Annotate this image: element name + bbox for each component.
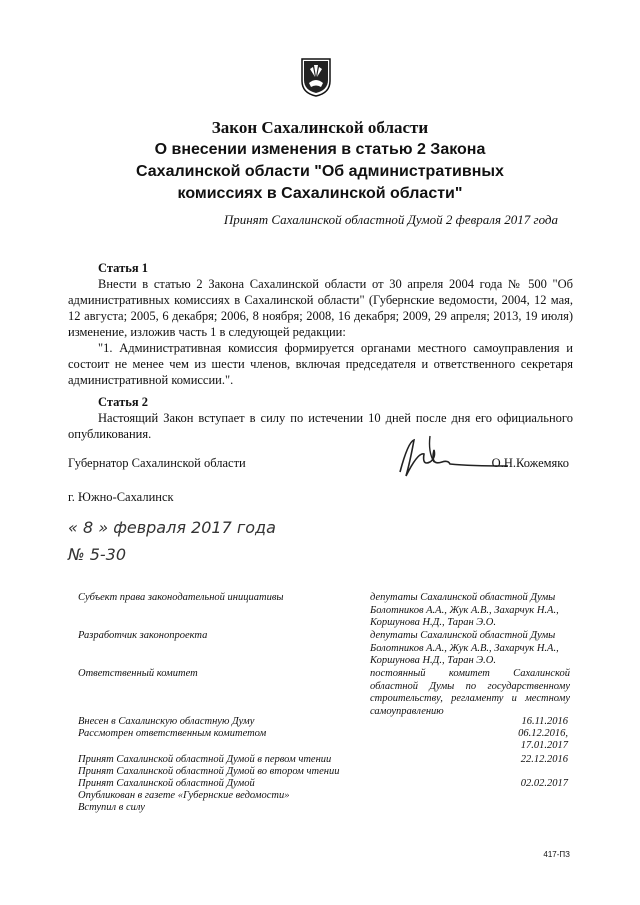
- title-line-4: комиссиях в Сахалинской области": [177, 185, 463, 202]
- introduced-date: 16.11.2016: [521, 716, 568, 727]
- adoption-note: Принят Сахалинской областной Думой 2 февраля 2017 года: [223, 212, 558, 227]
- title-line-3: Сахалинской области "Об административных: [136, 163, 504, 180]
- developer-value: депутаты Сахалинской областной Думы Болотников А.А., Жук А.В., Захарчук Н.А., Коршунова Н.Д., Таран Э.О.: [370, 630, 559, 666]
- adopted-date: 02.02.2017: [520, 778, 568, 789]
- signatory-name: О.Н.Кожемяко: [491, 456, 569, 470]
- introduced-label: Внесен в Сахалинскую областную Думу: [78, 716, 255, 727]
- article-1-paragraph-1: Внести в статью 2 Закона Сахалинской области от 30 апреля 2004 года № 500 "Об административных комиссиях в Сахалинской области" (Губернские ведомости, 2004, 12 мая, 12 августа; 2005, 6 декабря; 2006, 8 ноября; 2008, 16 декабря; 2009, 29 апреля; 2013, 19 июля) изменение, изложив часть 1 в следующей редакции:: [68, 277, 573, 339]
- handwritten-number: № 5-30: [68, 545, 127, 564]
- committee-label: Ответственный комитет: [78, 668, 198, 679]
- reviewed-label: Рассмотрен ответственным комитетом: [78, 728, 267, 739]
- adopted-label: Принят Сахалинской областной Думой: [78, 778, 255, 789]
- article-1: [68, 260, 573, 388]
- signatory-position: Губернатор Сахалинской области: [68, 456, 246, 470]
- document-code: 417-ПЗ: [543, 850, 570, 859]
- reviewed-date-1: 06.12.2016,: [518, 728, 568, 739]
- title-line-2: О внесении изменения в статью 2 Закона: [154, 141, 486, 158]
- reviewed-date-2: 17.01.2017: [520, 740, 568, 751]
- second-reading-label: Принят Сахалинской областной Думой во втором чтении: [78, 766, 340, 777]
- coat-of-arms-icon: [300, 57, 332, 97]
- first-reading-date: 22.12.2016: [520, 754, 568, 765]
- subject-label: Субъект права законодательной инициативы: [78, 592, 284, 603]
- article-2-paragraph: Настоящий Закон вступает в силу по истечении 10 дней после дня его официального опубликования.: [68, 411, 573, 441]
- developer-label: Разработчик законопроекта: [78, 630, 208, 641]
- article-2-heading: Статья 2: [98, 395, 148, 409]
- article-1-paragraph-2: "1. Административная комиссия формируется органами местного самоуправления и состоит не менее чем из шести членов, включая председателя и ответственного секретаря административной комиссии.".: [68, 341, 573, 387]
- signature-row: [68, 456, 573, 471]
- law-title: [60, 117, 580, 205]
- title-line-1: Закон Сахалинской области: [211, 118, 429, 137]
- subject-value: депутаты Сахалинской областной Думы Болотников А.А., Жук А.В., Захарчук Н.А., Коршунова Н.Д., Таран Э.О.: [370, 592, 559, 628]
- published-label: Опубликован в газете «Губернские ведомости»: [78, 790, 290, 801]
- handwritten-date: « 8 » февраля 2017 года: [68, 518, 276, 537]
- city: г. Южно-Сахалинск: [68, 490, 174, 504]
- first-reading-label: Принят Сахалинской областной Думой в первом чтении: [78, 754, 332, 765]
- in-force-label: Вступил в силу: [78, 802, 145, 813]
- committee-value: постоянный комитет Сахалинской областной Думы по государственному строительству, регламенту и местному самоуправлению: [370, 668, 570, 717]
- article-1-heading: Статья 1: [98, 261, 148, 275]
